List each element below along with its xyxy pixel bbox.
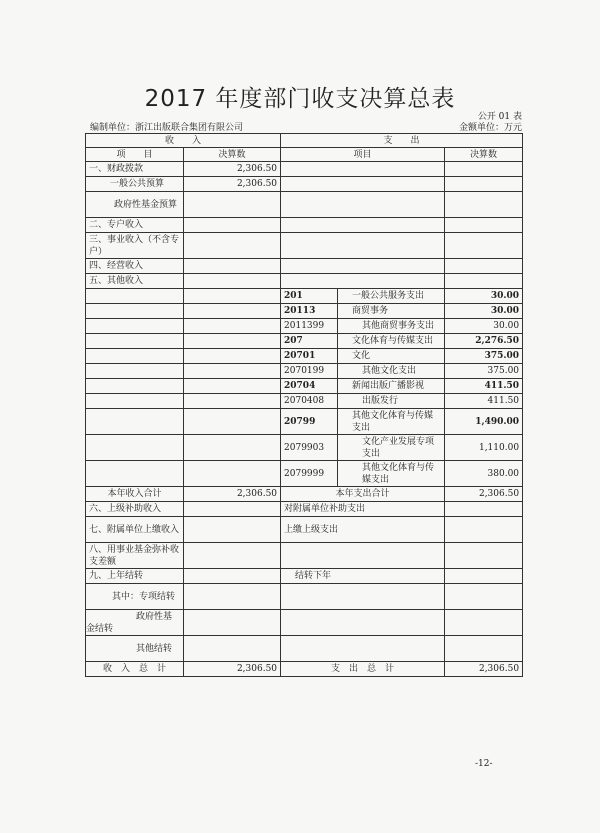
income-item bbox=[86, 435, 184, 461]
income-item: 政府性基金结转 bbox=[86, 610, 184, 636]
expense-item: 结转下年 bbox=[281, 569, 445, 584]
expense-amount bbox=[445, 177, 523, 192]
income-amount bbox=[184, 435, 281, 461]
income-total: 2,306.50 bbox=[184, 662, 281, 677]
expense-item: 其他文化体育与传媒支出 bbox=[338, 409, 445, 435]
table-row bbox=[86, 584, 523, 610]
expense-amount-header: 决算数 bbox=[445, 148, 523, 162]
expense-item bbox=[281, 218, 445, 233]
compiling-unit: 编制单位：浙江出版联合集团有限公司 bbox=[90, 123, 244, 133]
expense-amount: 375.00 bbox=[445, 364, 523, 379]
expense-amount bbox=[445, 517, 523, 543]
income-amount bbox=[184, 233, 281, 259]
expense-item: 其他文化支出 bbox=[338, 364, 445, 379]
income-subtotal-label: 本年收入合计 bbox=[86, 487, 184, 502]
grand-total-row bbox=[86, 662, 523, 677]
expense-amount: 380.00 bbox=[445, 461, 523, 487]
table-row bbox=[86, 162, 523, 177]
income-item bbox=[86, 334, 184, 349]
expense-item: 其他文化体育与传媒支出 bbox=[338, 461, 445, 487]
income-item bbox=[86, 289, 184, 304]
expense-total-label: 支 出 总 计 bbox=[281, 662, 445, 677]
expense-code: 201 bbox=[281, 289, 338, 304]
table-row bbox=[86, 364, 523, 379]
income-item: 四、经营收入 bbox=[86, 259, 184, 274]
table-row bbox=[86, 610, 523, 636]
income-amount bbox=[184, 274, 281, 289]
budget-table bbox=[85, 133, 523, 677]
expense-item: 上缴上级支出 bbox=[281, 517, 445, 543]
table-row bbox=[86, 274, 523, 289]
expense-amount: 1,110.00 bbox=[445, 435, 523, 461]
income-item: 七、附属单位上缴收入 bbox=[86, 517, 184, 543]
expense-item: 对附属单位补助支出 bbox=[281, 502, 445, 517]
expense-amount bbox=[445, 162, 523, 177]
income-item: 五、其他收入 bbox=[86, 274, 184, 289]
column-header-row bbox=[86, 148, 523, 162]
expense-total: 2,306.50 bbox=[445, 662, 523, 677]
income-amount bbox=[184, 636, 281, 662]
table-row bbox=[86, 435, 523, 461]
income-amount bbox=[184, 289, 281, 304]
expense-amount bbox=[445, 259, 523, 274]
expense-amount: 30.00 bbox=[445, 319, 523, 334]
income-amount bbox=[184, 543, 281, 569]
expense-amount: 411.50 bbox=[445, 394, 523, 409]
table-row bbox=[86, 334, 523, 349]
section-header-row bbox=[86, 134, 523, 148]
income-amount bbox=[184, 584, 281, 610]
expense-amount bbox=[445, 192, 523, 218]
expense-amount bbox=[445, 584, 523, 610]
income-amount bbox=[184, 610, 281, 636]
income-item: 政府性基金预算 bbox=[86, 192, 184, 218]
expense-code: 2011399 bbox=[281, 319, 338, 334]
expense-item bbox=[281, 584, 445, 610]
table-row bbox=[86, 543, 523, 569]
table-row bbox=[86, 409, 523, 435]
expense-amount: 30.00 bbox=[445, 289, 523, 304]
income-item bbox=[86, 364, 184, 379]
income-item: 三、事业收入（不含专户） bbox=[86, 233, 184, 259]
table-row bbox=[86, 192, 523, 218]
income-amount bbox=[184, 364, 281, 379]
expense-code: 207 bbox=[281, 334, 338, 349]
income-amount bbox=[184, 502, 281, 517]
page-number: -12- bbox=[475, 759, 493, 769]
expense-item bbox=[281, 233, 445, 259]
expense-item bbox=[281, 274, 445, 289]
expense-code: 2079903 bbox=[281, 435, 338, 461]
income-item bbox=[86, 349, 184, 364]
expense-amount bbox=[445, 610, 523, 636]
expense-code: 20799 bbox=[281, 409, 338, 435]
amount-unit: 金额单位：万元 bbox=[458, 123, 522, 133]
income-subtotal: 2,306.50 bbox=[184, 487, 281, 502]
expense-amount bbox=[445, 274, 523, 289]
expense-item bbox=[281, 177, 445, 192]
expense-code: 2079999 bbox=[281, 461, 338, 487]
income-amount bbox=[184, 304, 281, 319]
income-amount bbox=[184, 218, 281, 233]
expense-amount bbox=[445, 218, 523, 233]
expense-amount bbox=[445, 233, 523, 259]
income-amount: 2,306.50 bbox=[184, 162, 281, 177]
income-amount bbox=[184, 379, 281, 394]
income-amount bbox=[184, 569, 281, 584]
expense-item: 其他商贸事务支出 bbox=[338, 319, 445, 334]
table-row bbox=[86, 461, 523, 487]
expense-amount bbox=[445, 543, 523, 569]
table-row bbox=[86, 517, 523, 543]
income-amount bbox=[184, 349, 281, 364]
income-item: 一般公共预算 bbox=[86, 177, 184, 192]
income-item bbox=[86, 394, 184, 409]
income-amount bbox=[184, 334, 281, 349]
income-amount bbox=[184, 394, 281, 409]
expense-item-header: 项目 bbox=[281, 148, 445, 162]
expense-item: 商贸事务 bbox=[338, 304, 445, 319]
table-row bbox=[86, 502, 523, 517]
table-row bbox=[86, 319, 523, 334]
income-item: 二、专户收入 bbox=[86, 218, 184, 233]
income-amount-header: 决算数 bbox=[184, 148, 281, 162]
expense-code: 20704 bbox=[281, 379, 338, 394]
income-amount bbox=[184, 517, 281, 543]
expense-item bbox=[281, 259, 445, 274]
income-item bbox=[86, 461, 184, 487]
expense-item: 文化体育与传媒支出 bbox=[338, 334, 445, 349]
expense-code: 2070199 bbox=[281, 364, 338, 379]
form-number: 公开 01 表 bbox=[477, 112, 522, 122]
expense-amount: 30.00 bbox=[445, 304, 523, 319]
table-row bbox=[86, 379, 523, 394]
expense-subtotal: 2,306.50 bbox=[445, 487, 523, 502]
expense-item: 新闻出版广播影视 bbox=[338, 379, 445, 394]
income-item bbox=[86, 379, 184, 394]
expense-amount: 1,490.00 bbox=[445, 409, 523, 435]
expense-item bbox=[281, 162, 445, 177]
income-amount bbox=[184, 259, 281, 274]
income-item-header: 项 目 bbox=[86, 148, 184, 162]
income-item bbox=[86, 409, 184, 435]
subtotal-row bbox=[86, 487, 523, 502]
expense-item bbox=[281, 192, 445, 218]
income-amount bbox=[184, 409, 281, 435]
expense-amount: 375.00 bbox=[445, 349, 523, 364]
expense-code: 20113 bbox=[281, 304, 338, 319]
income-item: 其中：专项结转 bbox=[86, 584, 184, 610]
expense-amount bbox=[445, 636, 523, 662]
expense-amount: 411.50 bbox=[445, 379, 523, 394]
document-title: 2017 年度部门收支决算总表 bbox=[144, 86, 456, 112]
income-amount: 2,306.50 bbox=[184, 177, 281, 192]
table-row bbox=[86, 569, 523, 584]
expense-item bbox=[281, 636, 445, 662]
income-item: 一、财政拨款 bbox=[86, 162, 184, 177]
expense-amount bbox=[445, 569, 523, 584]
income-amount bbox=[184, 319, 281, 334]
table-row bbox=[86, 636, 523, 662]
table-row bbox=[86, 304, 523, 319]
expense-code: 20701 bbox=[281, 349, 338, 364]
income-amount bbox=[184, 461, 281, 487]
table-row bbox=[86, 218, 523, 233]
income-item: 其他结转 bbox=[86, 636, 184, 662]
expense-code: 2070408 bbox=[281, 394, 338, 409]
expense-subtotal-label: 本年支出合计 bbox=[281, 487, 445, 502]
income-item bbox=[86, 319, 184, 334]
income-item bbox=[86, 304, 184, 319]
income-item: 八、用事业基金弥补收支差额 bbox=[86, 543, 184, 569]
table-row bbox=[86, 259, 523, 274]
expense-item bbox=[281, 543, 445, 569]
expense-amount bbox=[445, 502, 523, 517]
table-row bbox=[86, 349, 523, 364]
table-row bbox=[86, 394, 523, 409]
expense-item: 出版发行 bbox=[338, 394, 445, 409]
income-amount bbox=[184, 192, 281, 218]
income-item: 九、上年结转 bbox=[86, 569, 184, 584]
income-total-label: 收 入 总 计 bbox=[86, 662, 184, 677]
expense-header: 支 出 bbox=[281, 134, 523, 148]
table-row bbox=[86, 177, 523, 192]
table-row bbox=[86, 233, 523, 259]
income-header: 收 入 bbox=[86, 134, 281, 148]
expense-item: 文化产业发展专项支出 bbox=[338, 435, 445, 461]
income-item: 六、上级补助收入 bbox=[86, 502, 184, 517]
expense-item: 文化 bbox=[338, 349, 445, 364]
expense-amount: 2,276.50 bbox=[445, 334, 523, 349]
expense-item: 一般公共服务支出 bbox=[338, 289, 445, 304]
table-row bbox=[86, 289, 523, 304]
expense-item bbox=[281, 610, 445, 636]
